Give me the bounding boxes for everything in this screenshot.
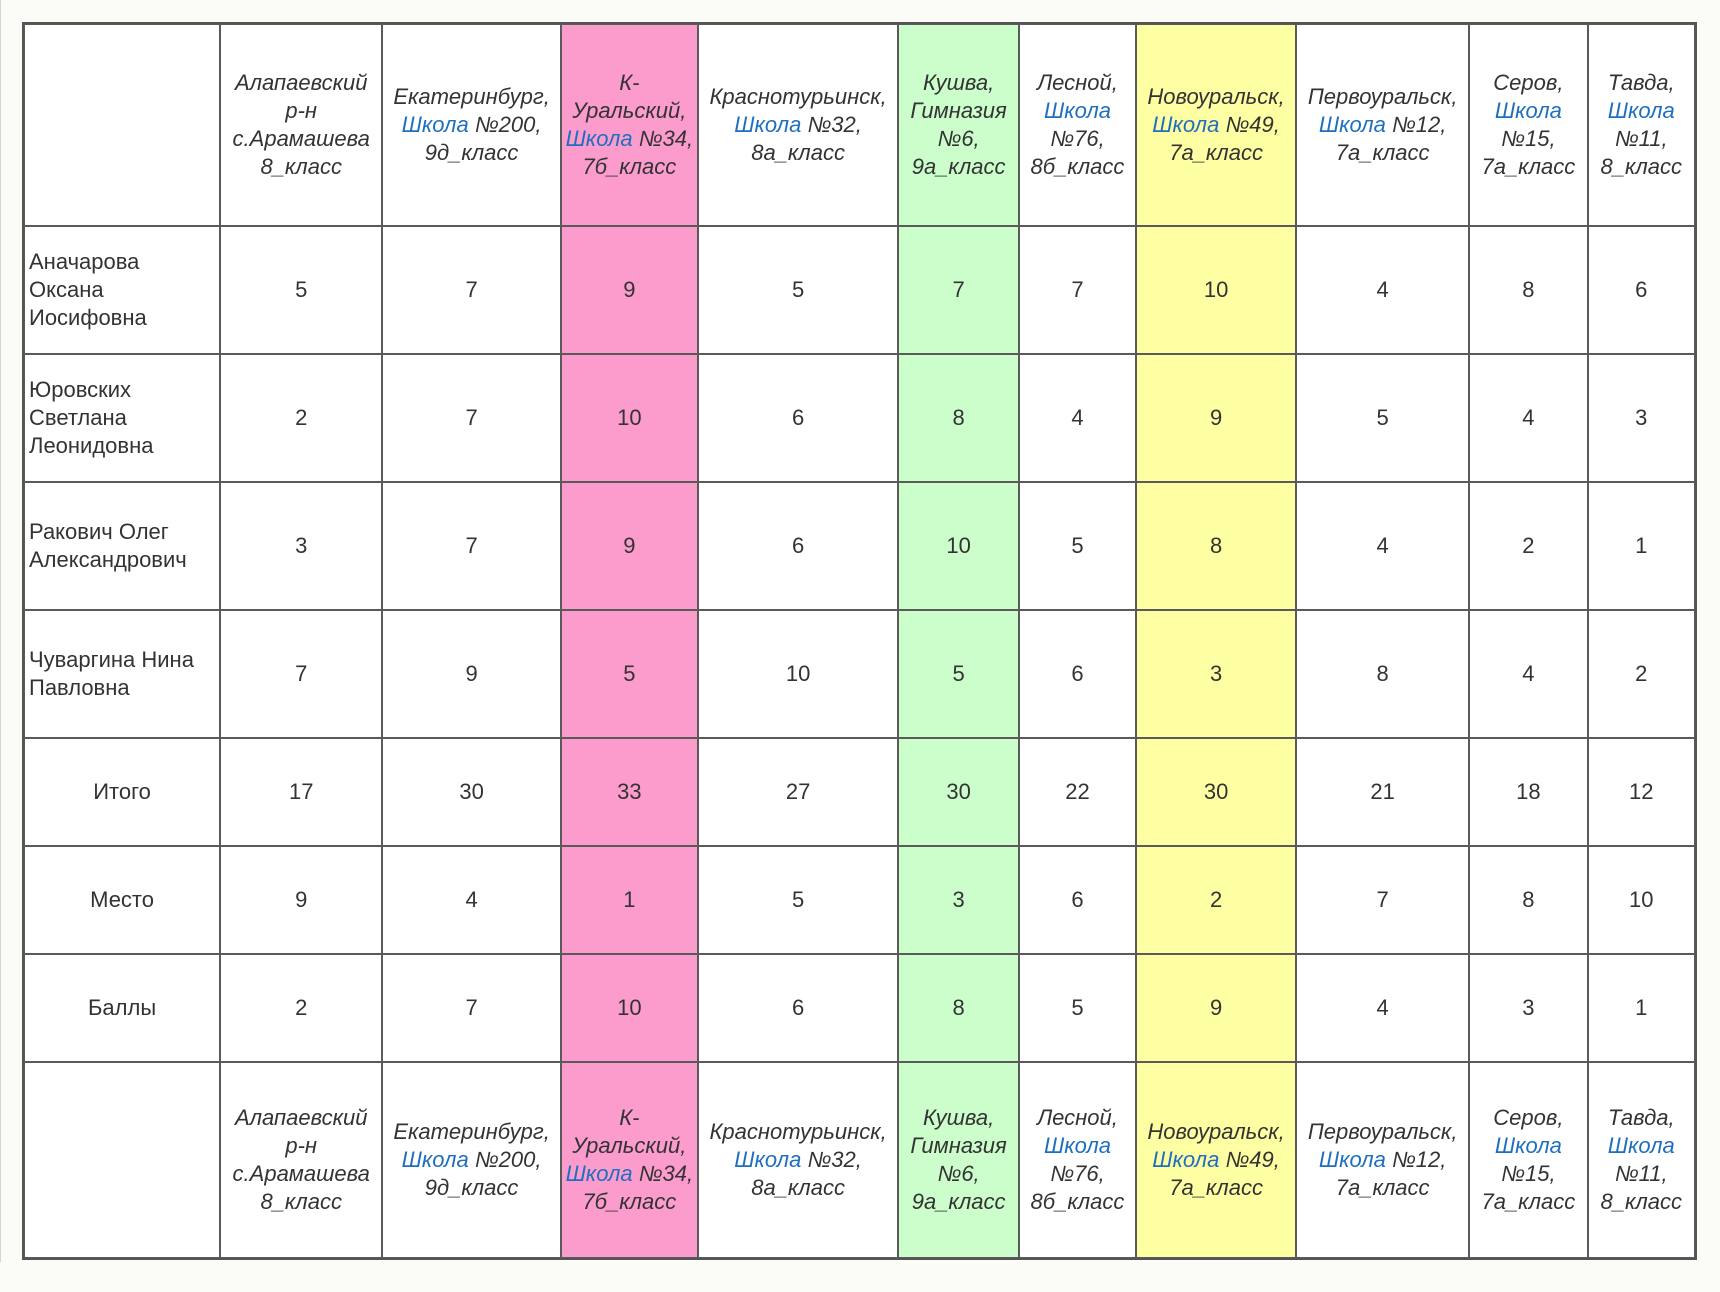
school-name: [1139, 1118, 1293, 1202]
school-city: Новоуральск,: [1147, 1119, 1285, 1144]
score-cell: 6: [1588, 226, 1695, 354]
school-header-cell: [1469, 24, 1587, 226]
score-cell: 7: [382, 354, 561, 482]
school-header-cell: [1019, 24, 1136, 226]
participant-name: Аначарова Оксана Иосифовна: [24, 226, 220, 354]
school-name: [1299, 83, 1466, 167]
school-number-class: №34, 7б_класс: [582, 126, 694, 179]
school-name: [1022, 1104, 1133, 1216]
score-cell: 4: [1296, 226, 1469, 354]
school-header-cell: [698, 1062, 899, 1258]
school-header-cell: [220, 1062, 382, 1258]
school-number-class: №200, 9д_класс: [424, 112, 542, 165]
score-cell: 4: [1296, 954, 1469, 1062]
score-cell: 7: [1296, 846, 1469, 954]
score-cell: 7: [382, 226, 561, 354]
score-cell: 8: [1469, 846, 1587, 954]
score-cell: 10: [898, 482, 1019, 610]
school-city: Тавда,: [1607, 70, 1675, 95]
score-cell: 30: [1136, 738, 1296, 846]
score-cell: 4: [1296, 482, 1469, 610]
score-cell: 4: [1019, 354, 1136, 482]
score-cell: 3: [898, 846, 1019, 954]
score-cell: 30: [898, 738, 1019, 846]
score-cell: 9: [561, 226, 698, 354]
left-border-line: [0, 0, 1, 1262]
school-header-cell: [382, 1062, 561, 1258]
score-cell: 7: [382, 954, 561, 1062]
score-cell: 33: [561, 738, 698, 846]
school-city: Кушва, Гимназия №6, 9а_класс: [910, 1105, 1007, 1214]
header-row: [24, 24, 1695, 226]
school-name: [1591, 69, 1692, 181]
score-cell: 3: [1136, 610, 1296, 738]
participant-row: [24, 482, 1695, 610]
school-number-class: №15, 7а_класс: [1481, 1161, 1576, 1214]
school-name: [1022, 69, 1133, 181]
school-name: [1472, 69, 1584, 181]
score-cell: 10: [1136, 226, 1296, 354]
school-link[interactable]: Школа: [1494, 98, 1562, 123]
school-link[interactable]: Школа: [734, 1147, 802, 1172]
score-cell: 30: [382, 738, 561, 846]
school-header-cell: [1588, 1062, 1695, 1258]
school-city: Екатеринбург,: [393, 84, 550, 109]
school-city: К-Уральский,: [572, 1105, 687, 1158]
score-cell: 5: [561, 610, 698, 738]
participant-name: Юровских Светлана Леонидовна: [24, 354, 220, 482]
school-header-cell: [220, 24, 382, 226]
school-name: [223, 69, 379, 181]
summary-row: [24, 846, 1695, 954]
score-cell: 22: [1019, 738, 1136, 846]
school-city: Новоуральск,: [1147, 84, 1285, 109]
school-link[interactable]: Школа: [401, 1147, 469, 1172]
score-cell: 12: [1588, 738, 1695, 846]
school-name: [564, 1104, 695, 1216]
school-city: Алапаевский р-н с.Арамашева 8_класс: [232, 70, 370, 179]
school-header-cell: [1136, 24, 1296, 226]
school-name: [1591, 1104, 1692, 1216]
score-cell: 2: [1588, 610, 1695, 738]
score-cell: 7: [1019, 226, 1136, 354]
summary-label: Место: [24, 846, 220, 954]
score-cell: 9: [220, 846, 382, 954]
corner-cell: [24, 24, 220, 226]
school-link[interactable]: Школа: [1152, 112, 1220, 137]
table-body: [24, 24, 1695, 1258]
school-number-class: №15, 7а_класс: [1481, 126, 1576, 179]
school-header-cell: [1019, 1062, 1136, 1258]
score-cell: 17: [220, 738, 382, 846]
school-city: Первоуральск,: [1307, 1119, 1458, 1144]
school-number-class: №32, 8а_класс: [751, 1147, 862, 1200]
score-cell: 7: [382, 482, 561, 610]
school-name: [1139, 83, 1293, 167]
school-city: К-Уральский,: [572, 70, 687, 123]
score-cell: 6: [1019, 846, 1136, 954]
school-header-cell: [898, 1062, 1019, 1258]
summary-row: [24, 738, 1695, 846]
score-cell: 9: [1136, 954, 1296, 1062]
school-name: [701, 1118, 896, 1202]
score-cell: 21: [1296, 738, 1469, 846]
school-name: [385, 83, 558, 167]
score-cell: 10: [698, 610, 899, 738]
school-link[interactable]: Школа: [734, 112, 802, 137]
school-number-class: №49, 7а_класс: [1169, 1147, 1280, 1200]
school-city: Екатеринбург,: [393, 1119, 550, 1144]
school-city: Серов,: [1493, 70, 1564, 95]
participant-row: [24, 226, 1695, 354]
school-number-class: №76, 8б_класс: [1030, 1161, 1125, 1214]
score-cell: 9: [1136, 354, 1296, 482]
school-city: Первоуральск,: [1307, 84, 1458, 109]
school-city: Тавда,: [1607, 1105, 1675, 1130]
summary-label: Баллы: [24, 954, 220, 1062]
school-header-cell: [382, 24, 561, 226]
score-cell: 6: [1019, 610, 1136, 738]
school-link[interactable]: Школа: [565, 1161, 633, 1186]
school-link[interactable]: Школа: [1043, 1133, 1111, 1158]
school-header-cell: [1296, 24, 1469, 226]
school-link[interactable]: Школа: [1318, 1147, 1386, 1172]
school-name: [1472, 1104, 1584, 1216]
school-number-class: №76, 8б_класс: [1030, 126, 1125, 179]
score-cell: 5: [698, 226, 899, 354]
summary-row: [24, 954, 1695, 1062]
score-cell: 1: [1588, 954, 1695, 1062]
school-link[interactable]: Школа: [1043, 98, 1111, 123]
participant-row: [24, 610, 1695, 738]
score-cell: 10: [1588, 846, 1695, 954]
score-cell: 6: [698, 482, 899, 610]
school-link[interactable]: Школа: [1318, 112, 1386, 137]
school-city: Кушва, Гимназия №6, 9а_класс: [910, 70, 1007, 179]
school-number-class: №49, 7а_класс: [1169, 112, 1280, 165]
school-header-cell: [898, 24, 1019, 226]
score-cell: 2: [220, 954, 382, 1062]
score-cell: 4: [1469, 610, 1587, 738]
score-cell: 10: [561, 954, 698, 1062]
school-header-cell: [1296, 1062, 1469, 1258]
school-name: [901, 1104, 1016, 1216]
school-link[interactable]: Школа: [401, 112, 469, 137]
school-header-cell: [1136, 1062, 1296, 1258]
score-cell: 2: [1469, 482, 1587, 610]
school-link[interactable]: Школа: [1607, 1133, 1675, 1158]
corner-cell: [24, 1062, 220, 1258]
school-city: Лесной,: [1037, 70, 1118, 95]
school-number-class: №32, 8а_класс: [751, 112, 862, 165]
school-city: Серов,: [1493, 1105, 1564, 1130]
school-name: [701, 83, 896, 167]
school-number-class: №34, 7б_класс: [582, 1161, 694, 1214]
school-number-class: №12, 7а_класс: [1335, 112, 1447, 165]
score-cell: 4: [1469, 354, 1587, 482]
score-cell: 6: [698, 354, 899, 482]
score-cell: 7: [220, 610, 382, 738]
participant-row: [24, 354, 1695, 482]
school-header-cell: [1588, 24, 1695, 226]
footer-header-row: [24, 1062, 1695, 1258]
school-city: Лесной,: [1037, 1105, 1118, 1130]
school-link[interactable]: Школа: [1494, 1133, 1562, 1158]
score-cell: 5: [1296, 354, 1469, 482]
score-cell: 10: [561, 354, 698, 482]
score-cell: 2: [1136, 846, 1296, 954]
school-name: [223, 1104, 379, 1216]
school-city: Алапаевский р-н с.Арамашева 8_класс: [232, 1105, 370, 1214]
school-link[interactable]: Школа: [565, 126, 633, 151]
score-cell: 7: [898, 226, 1019, 354]
school-city: Краснотурьинск,: [709, 84, 887, 109]
school-name: [564, 69, 695, 181]
score-cell: 6: [698, 954, 899, 1062]
score-cell: 4: [382, 846, 561, 954]
score-cell: 5: [1019, 954, 1136, 1062]
score-cell: 18: [1469, 738, 1587, 846]
score-cell: 3: [1588, 354, 1695, 482]
score-cell: 3: [1469, 954, 1587, 1062]
school-number-class: №11, 8_класс: [1600, 126, 1683, 179]
summary-label: Итого: [24, 738, 220, 846]
score-cell: 8: [1136, 482, 1296, 610]
school-link[interactable]: Школа: [1152, 1147, 1220, 1172]
school-header-cell: [561, 24, 698, 226]
school-name: [385, 1118, 558, 1202]
score-cell: 8: [898, 954, 1019, 1062]
school-number-class: №11, 8_класс: [1600, 1161, 1683, 1214]
school-number-class: №12, 7а_класс: [1335, 1147, 1447, 1200]
score-cell: 8: [898, 354, 1019, 482]
school-header-cell: [698, 24, 899, 226]
score-cell: 3: [220, 482, 382, 610]
school-city: Краснотурьинск,: [709, 1119, 887, 1144]
school-header-cell: [561, 1062, 698, 1258]
results-table: [22, 22, 1697, 1260]
school-link[interactable]: Школа: [1607, 98, 1675, 123]
score-cell: 27: [698, 738, 899, 846]
score-cell: 1: [561, 846, 698, 954]
score-cell: 5: [1019, 482, 1136, 610]
score-cell: 9: [561, 482, 698, 610]
score-cell: 2: [220, 354, 382, 482]
school-header-cell: [1469, 1062, 1587, 1258]
score-cell: 1: [1588, 482, 1695, 610]
score-cell: 9: [382, 610, 561, 738]
score-cell: 8: [1296, 610, 1469, 738]
school-name: [901, 69, 1016, 181]
participant-name: Ракович Олег Александрович: [24, 482, 220, 610]
participant-name: Чуваргина Нина Павловна: [24, 610, 220, 738]
school-number-class: №200, 9д_класс: [424, 1147, 542, 1200]
school-name: [1299, 1118, 1466, 1202]
score-cell: 8: [1469, 226, 1587, 354]
score-cell: 5: [220, 226, 382, 354]
score-cell: 5: [898, 610, 1019, 738]
score-cell: 5: [698, 846, 899, 954]
